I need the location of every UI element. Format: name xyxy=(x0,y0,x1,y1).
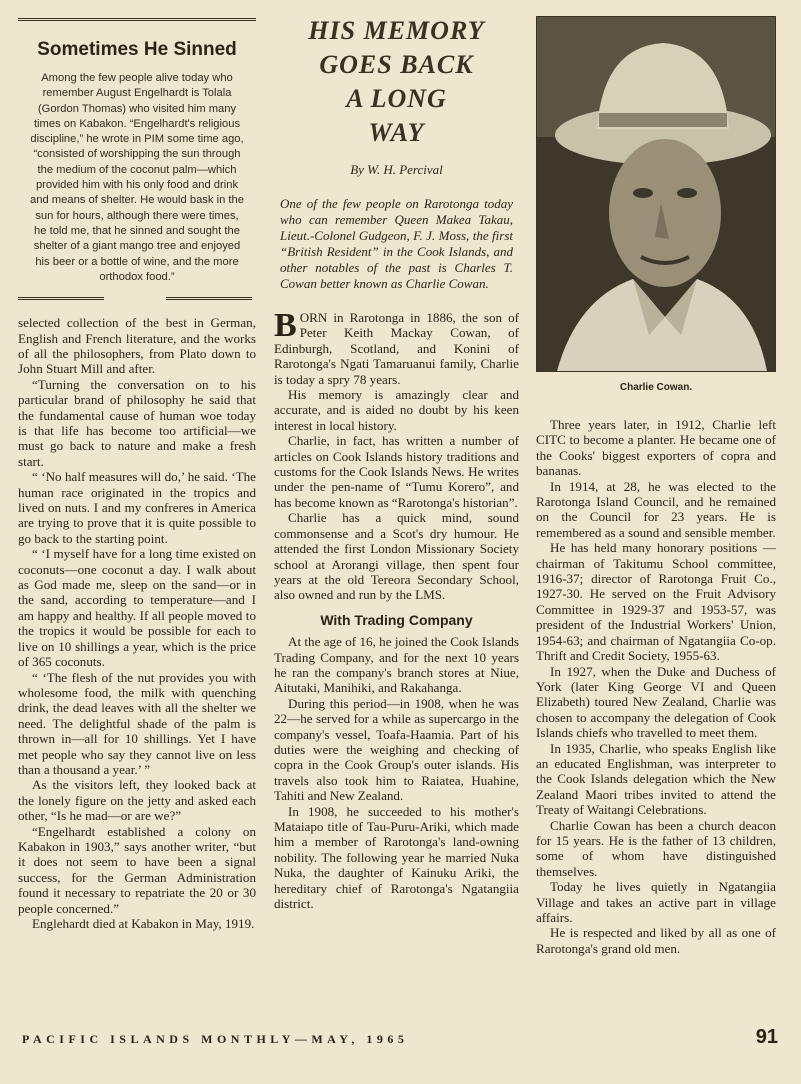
photo-caption: Charlie Cowan. xyxy=(619,382,693,393)
article-headline xyxy=(274,14,519,150)
paragraph: “ ‘No half measures will do,’ he said. ‘The human race originated in the tropics and lived on nuts. I and my confreres in America are trying to prove that it is quite possible to go back to the starting point. xyxy=(18,469,256,546)
paragraph: Today he lives quietly in Ngatangiia Village and takes an active part in village affairs. xyxy=(536,879,776,925)
sidebar-box xyxy=(18,39,256,285)
article-text xyxy=(274,307,519,912)
headline-line: WAY xyxy=(368,118,425,147)
first-paragraph xyxy=(274,307,519,387)
sidebar-text xyxy=(18,71,256,285)
paragraph: selected collection of the best in German, English and French literature, and the works of all the philosophers, from Plato down to John Stuart Mill and after. xyxy=(18,315,256,377)
byline: By W. H. Percival xyxy=(350,162,443,177)
right-column-text xyxy=(536,417,776,956)
left-column-text xyxy=(18,315,256,931)
portrait-illustration xyxy=(537,17,775,371)
right-column xyxy=(536,16,776,956)
paragraph: In 1927, when the Duke and Duchess of York (later King George VI and Queen Elizabeth) toured New Zealand, Charlie was chosen to accompany the delegation of Cook Islands chiefs who travelled to meet them. xyxy=(536,663,776,741)
sidebar-paragraph: Among the few people alive today who remember August Engelhardt is Tolala (Gordon Thomas) who visited him many times on Kabakon. “Engelhardt's religious discipline,” he wrote in PIM some time ago, “consisted of worshipping the sun through the medium of the coconut palm—which provided him with his only food and drink and means of shelter. He would bask in the sun for hours, although there were times, he told me, that he sinned and sought the shelter of a giant mango tree and enjoyed his beer or a bottle of wine, and the more orthodox food.” xyxy=(30,72,244,283)
paragraph: In 1935, Charlie, who speaks English like an educated Englishman, was interpreter to the Cook Islands delegation which the New Zealand Maori tribes invited to attend the Treaty of Waitangi Celebrations. xyxy=(536,740,776,818)
paragraph: Englehardt died at Kabakon in May, 1919. xyxy=(32,916,255,931)
paragraph: “Engelhardt established a colony on Kabakon in 1903,” says another writer, “but it does not seem to have been a signal success, for the German Administration found it necessary to repatriate the 20 or 30 people concerned.” xyxy=(18,823,256,916)
top-rule xyxy=(18,18,256,21)
article-intro: One of the few people on Rarotonga today who can remember Queen Makea Takau, Lieut.-Colonel Gudgeon, F. J. Moss, the first “British Resident” in the Cook Islands, and other notables of the past is Charles T. Cowan better known as Charlie Cowan. xyxy=(280,196,513,291)
subheading: With Trading Company xyxy=(320,611,473,628)
first-paragraph-text: ORN in Rarotonga in 1886, the son of Peter Keith Mackay Cowan, of Edinburgh, Scotland, and Konini of Rarotonga's Ngati Tamaruanui family, Charlie is today a spry 78 years. xyxy=(274,310,519,387)
portrait-photo xyxy=(536,16,776,372)
left-column xyxy=(18,18,256,931)
page-number: 91 xyxy=(755,1026,778,1048)
paragraph: At the age of 16, he joined the Cook Islands Trading Company, and for the next 10 years he ran the company's branch stores at Niue, Aitutaki, Manihiki, and Rakahanga. xyxy=(274,634,519,696)
paragraph: In 1914, at 28, he was elected to the Rarotonga Island Council, and he remained on the Council for 23 years. He is remembered as a sound and sensible member. xyxy=(536,478,776,540)
middle-column xyxy=(274,14,519,911)
paragraph: He has held many honorary positions — chairman of Takitumu School committee, 1916-37; director of Rarotonga Fruit Co., 1927-30. He served on the Fruit Advisory Committee in 1929-37 and 1953-57, was president of the Industrial Workers' Union, 1954-63; and chairman of Ngatangiia Co-op. Thrift and Credit Society, 1955-63. xyxy=(536,540,776,664)
headline-line: A LONG xyxy=(346,84,447,113)
paragraph: “ ‘The flesh of the nut provides you with wholesome food, the milk with quenching drink, the dead leaves with all the shelter we need. The delightful shade of the palm is thrown in—all for 10 shillings. Yet I have met people who say they cannot live on less than a thousand a year.’ ” xyxy=(18,669,256,777)
paragraph: As the visitors left, they looked back at the lonely figure on the jetty and asked each other, “Is he mad—or are we?” xyxy=(18,777,256,824)
paragraph: Charlie has a quick mind, sound commonsense and a Scot's dry humour. He attended the first London Missionary Society school at Arorangi village, then spent four years at the old Tereora Secondary School, also owned and run by the LMS. xyxy=(274,510,519,603)
headline-line: HIS MEMORY xyxy=(308,16,485,45)
paragraph: During this period—in 1908, when he was 22—he served for a while as supercargo in the company's vessel, Toafa-Haamia. Part of his duties were the weighing and checking of copra in the Cook Group's outer islands. His travels also took him to Raiatea, Huahine, Tahiti and New Zealand. xyxy=(274,695,519,804)
paragraph: “Turning the conversation on to his particular brand of philosophy he said that the fundamental cause of human woe today is that life has become too artificial—we must go back to nature and make a fresh start. xyxy=(18,376,256,469)
sidebar-title: Sometimes He Sinned xyxy=(37,39,237,60)
paragraph: In 1908, he succeeded to his mother's Mataiapo title of Tau-Puru-Ariki, which made him a member of Rarotonga's land-owning nobility. The following year he married Nuka Nuka, the daughter of Kainuku Ariki, the hereditary chief of Rarotonga's Ngatangiia district. xyxy=(274,803,519,912)
paragraph: Charlie Cowan has been a church deacon for 15 years. He is the father of 13 children, some of whom have distinguished themselves. xyxy=(536,817,776,879)
masthead: PACIFIC ISLANDS MONTHLY—MAY, 1965 xyxy=(22,1032,409,1046)
paragraph: Charlie, in fact, has written a number of articles on Cook Islands history traditions and customs for the Cook Islands News. He writes under the pen-name of “Tumu Korero”, and has become known as “Rarotonga's historian”. xyxy=(274,433,519,510)
page-footer xyxy=(22,1026,782,1048)
drop-cap: B xyxy=(274,307,297,344)
headline-line: GOES BACK xyxy=(319,50,474,79)
paragraph: “ ‘I myself have for a long time existed on coconuts—one coconut a day. I walk about as God made me, sleep on the sand—or in the sand, according to temperature—and I am happy and healthy. If all people moved to the tropics it would be possible for each to live on 10 shillings a year, which is the price of 365 coconuts. xyxy=(18,546,256,670)
paragraph: Three years later, in 1912, Charlie left CITC to become a planter. He became one of the Cooks' biggest exporters of copra and bananas. xyxy=(536,417,776,479)
paragraph: He is respected and liked by all as one of Rarotonga's grand old men. xyxy=(536,925,776,956)
sidebar-bottom-rules xyxy=(18,297,256,307)
paragraph: His memory is amazingly clear and accurate, and is aided no doubt by his keen interest in local history. xyxy=(274,387,519,433)
